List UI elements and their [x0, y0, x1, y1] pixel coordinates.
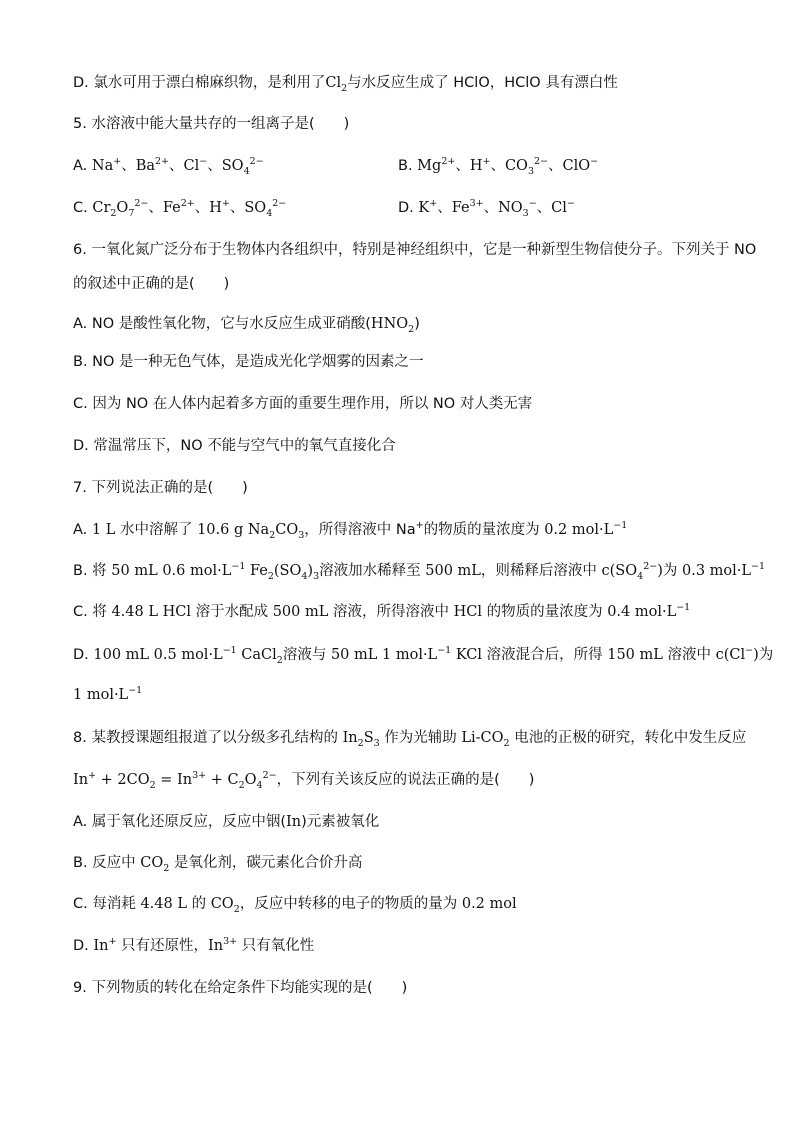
text-line-q7b: B. 将 50 mL 0.6 $mol\cdot L^{-1}$ $Fe_2(SO_4)_3$溶液加水稀释至 500 mL，则稀释后溶液中 $c(SO_4^{2-})$为 0.3 $mol\cdot L^{-1}$	[73, 561, 766, 582]
text-line-q8: 8. 某教授课题组报道了以分级多孔结构的 $In_2S_3$ 作为光辅助 $Li-CO_2$ 电池的正极的研究，转化中发生反应	[73, 730, 747, 749]
text-line-q5c: C. $Cr_2O_7^{2-}$、$Fe^{2+}$、H+、$SO_4^{2-}$	[73, 198, 287, 219]
text-line-q6a: A. NO 是酸性氧化物，它与水反应生成亚硝酸$(HNO_2)$	[73, 316, 420, 335]
text-line-q5b: B. $Mg^{2+}$、H+、$CO_3^{2-}$、ClO−	[398, 156, 599, 177]
text-line-q8b: $In^+ + 2CO_2 = In^{3+} + C_2O_4^{2-}$，下列有关该反应的说法正确的是( )	[73, 770, 535, 791]
text-line-q5: 5. 水溶液中能大量共存的一组离子是( )	[73, 116, 350, 132]
text-line-q7d2: 1 $mol\cdot L^{-1}$	[73, 685, 143, 703]
text-line-q6bb: B. NO 是一种无色气体，是造成光化学烟雾的因素之一	[73, 354, 424, 370]
text-line-q6d: D. 常温常压下，NO 不能与空气中的氧气直接化合	[73, 438, 396, 454]
text-line-q5a: A. Na+、$Ba^{2+}$、Cl−、$SO_4^{2-}$	[73, 156, 264, 177]
text-line-q5d: D. K+、$Fe^{3+}$、$NO_3^-$、Cl−	[398, 198, 575, 219]
text-line-q8d: D. In+ 只有还原性，$In^{3+}$ 只有氧化性	[73, 936, 315, 954]
text-line-q7d: D. 100 mL 0.5 $mol\cdot L^{-1}$ CaCl$_2$溶液与 50 mL 1 $mol\cdot L^{-1}$ KCl 溶液混合后，所得 150 mL 溶液中 c(Cl−)为	[73, 645, 774, 666]
text-line-q9: 9. 下列物质的转化在给定条件下均能实现的是( )	[73, 980, 408, 996]
text-line-q7: 7. 下列说法正确的是( )	[73, 480, 248, 496]
text-line-q8bb: B. 反应中 $CO_2$ 是氧化剂，碳元素化合价升高	[73, 855, 363, 874]
text-line-q6c: C. 因为 NO 在人体内起着多方面的重要生理作用，所以 NO 对人类无害	[73, 396, 533, 412]
text-line-q6: 6. 一氧化氮广泛分布于生物体内各组织中，特别是神经组织中，它是一种新型生物信使分子。下列关于 NO	[73, 242, 757, 258]
text-line-d4: D. 氯水可用于漂白棉麻织物，是利用了$Cl_2$与水反应生成了 HClO，HClO 具有漂白性	[73, 75, 618, 94]
text-line-q7a: A. 1 L 水中溶解了 10.6 g $Na_2CO_3$，所得溶液中 Na+的物质的量浓度为 0.2 $mol\cdot L^{-1}$	[73, 520, 628, 541]
text-line-q6b: 的叙述中正确的是( )	[73, 276, 230, 292]
text-line-q8c: C. 每消耗 4.48 L 的 $CO_2$，反应中转移的电子的物质的量为 0.2 mol	[73, 896, 517, 915]
text-line-q7c: C. 将 4.48 L HCl 溶于水配成 500 mL 溶液，所得溶液中 HCl 的物质的量浓度为 0.4 $mol\cdot L^{-1}$	[73, 602, 691, 620]
text-line-q8a: A. 属于氧化还原反应，反应中铟(In)元素被氧化	[73, 814, 380, 830]
